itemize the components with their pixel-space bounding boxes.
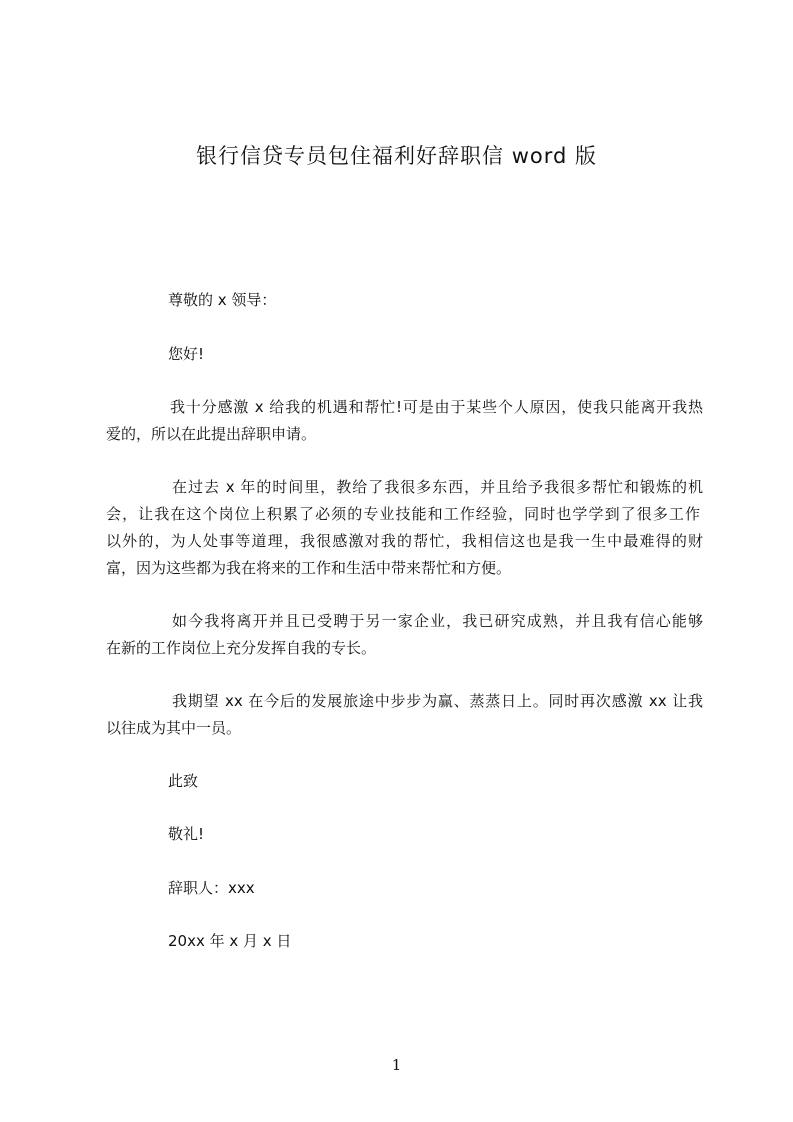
paragraph-2-line-1: 在过去 x 年的时间里，教给了我很多东西，并且给予我很多帮忙和锻炼的机 <box>172 478 703 496</box>
paragraph-2-line-4: 富，因为这些都为我在将来的工作和生活中带来帮忙和方便。 <box>106 559 512 577</box>
page-number: 1 <box>391 1056 402 1074</box>
signature: 辞职人：xxx <box>168 879 255 897</box>
paragraph-3-line-1: 如今我将离开并且已受聘于另一家企业，我已研究成熟，并且我有信心能够 <box>172 612 703 630</box>
paragraph-3-line-2: 在新的工作岗位上充分发挥自我的专长。 <box>106 639 377 657</box>
document-title: 银行信贷专员包住福利好辞职信 word 版 <box>196 144 597 168</box>
paragraph-2-line-2: 会，让我在这个岗位上积累了必须的专业技能和工作经验，同时也学学到了很多工作 <box>106 505 700 523</box>
paragraph-1-line-1: 我十分感激 x 给我的机遇和帮忙!可是由于某些个人原因，使我只能离开我热 <box>170 398 703 416</box>
paragraph-4-line-2: 以往成为其中一员。 <box>106 719 242 737</box>
closing: 此致 <box>168 772 199 790</box>
paragraph-4-line-1: 我期望 xx 在今后的发展旅途中步步为赢、蒸蒸日上。同时再次感激 xx 让我 <box>172 692 703 710</box>
regards: 敬礼! <box>168 825 205 843</box>
paragraph-2-line-3: 以外的，为人处事等道理，我很感激对我的帮忙，我相信这也是我一生中最难得的财 <box>106 532 703 550</box>
greeting: 您好! <box>168 345 205 363</box>
date: 20xx 年 x 月 x 日 <box>168 932 292 950</box>
salutation: 尊敬的 x 领导： <box>168 291 277 309</box>
paragraph-1-line-2: 爱的，所以在此提出辞职申请。 <box>106 425 317 443</box>
